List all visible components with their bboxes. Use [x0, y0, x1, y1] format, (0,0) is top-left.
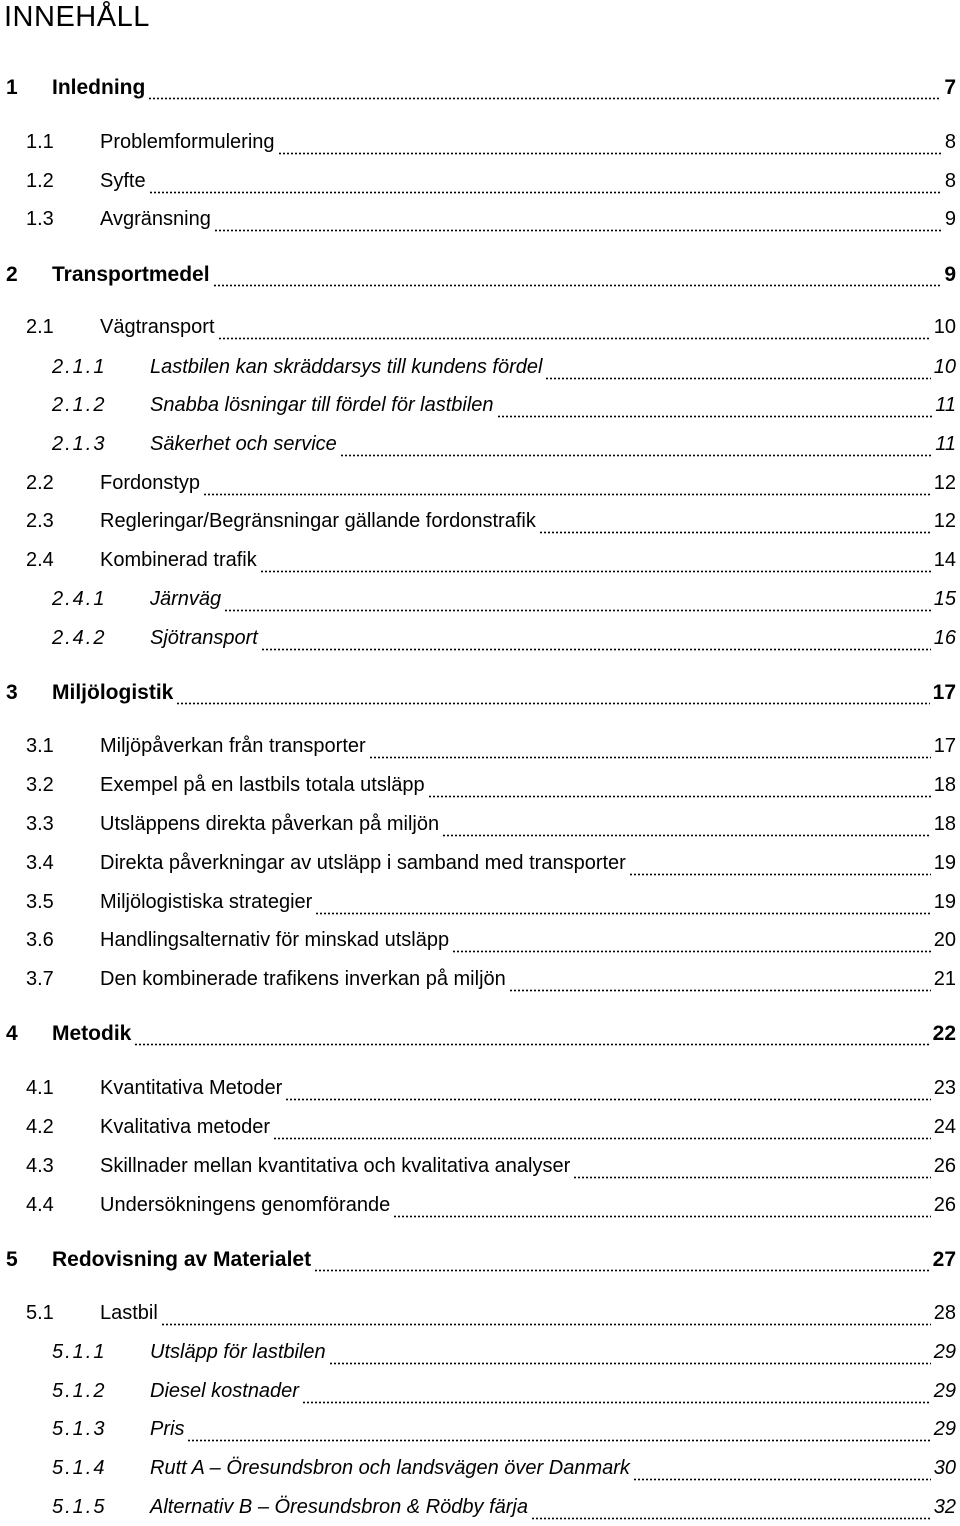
toc-entry-title: Miljölogistik [52, 681, 176, 705]
dot-leader [340, 454, 932, 457]
toc-entry-page: 11 [932, 394, 956, 417]
toc-entry-number: 1.3 [26, 208, 54, 230]
dot-leader [278, 152, 942, 155]
toc-entry-title: Inledning [52, 76, 148, 100]
toc-entry-page: 19 [931, 891, 956, 914]
toc-entry[interactable] [0, 1022, 960, 1052]
toc-entry-number: 5.1.1 [52, 1341, 107, 1363]
toc-entry[interactable] [0, 627, 960, 657]
dot-leader [203, 493, 931, 496]
toc-entry-title: Alternativ B – Öresundsbron & Rödby färja [150, 1496, 531, 1519]
toc-entry-title: Syfte [100, 170, 149, 193]
toc-entry-number: 5.1.3 [52, 1418, 107, 1440]
dot-leader [149, 191, 942, 194]
toc-entry-page: 19 [931, 852, 956, 875]
toc-entry-title: Miljölogistiska strategier [100, 891, 315, 914]
toc-entry-title: Regleringar/Begränsningar gällande fordonstrafik [100, 510, 539, 533]
toc-entry-page: 17 [930, 681, 956, 705]
toc-entry[interactable] [0, 1194, 960, 1224]
toc-entry[interactable] [0, 1116, 960, 1146]
toc-entry-number: 3.4 [26, 852, 54, 874]
toc-entry-number: 2.4.2 [52, 627, 107, 649]
toc-entry[interactable] [0, 1496, 960, 1526]
toc-entry-title: Diesel kostnader [150, 1380, 302, 1403]
toc-entry-page: 10 [931, 356, 956, 379]
toc-entry-title: Lastbil [100, 1302, 161, 1325]
toc-entry[interactable] [0, 394, 960, 424]
toc-entry-title: Pris [150, 1418, 187, 1441]
dot-leader [531, 1517, 931, 1520]
toc-entry-page: 18 [931, 813, 956, 836]
toc-entry-number: 2 [6, 263, 18, 286]
dot-leader [369, 756, 931, 759]
toc-entry-page: 12 [931, 472, 956, 495]
toc-entry[interactable] [0, 968, 960, 998]
toc-entry-title: Utsläpp för lastbilen [150, 1341, 329, 1364]
dot-leader [497, 415, 932, 418]
toc-entry-page: 18 [931, 774, 956, 797]
toc-entry[interactable] [0, 356, 960, 386]
toc-entry-page: 23 [931, 1077, 956, 1100]
dot-leader [214, 229, 942, 232]
toc-entry-title: Sjötransport [150, 627, 261, 650]
dot-leader [545, 377, 931, 380]
toc-entry-number: 2.2 [26, 472, 54, 494]
toc-entry-page: 11 [932, 433, 956, 456]
toc-entry-title: Vägtransport [100, 316, 218, 339]
toc-entry-number: 1.1 [26, 131, 54, 153]
toc-entry[interactable] [0, 263, 960, 293]
toc-entry-number: 3.5 [26, 891, 54, 913]
toc-entry[interactable] [0, 549, 960, 579]
toc-entry-page: 26 [931, 1194, 956, 1217]
toc-entry-title: Undersökningens genomförande [100, 1194, 393, 1217]
toc-entry-number: 4 [6, 1022, 18, 1045]
toc-entry[interactable] [0, 208, 960, 238]
dot-leader [260, 570, 931, 573]
toc-entry-title: Direkta påverkningar av utsläpp i samband med transporter [100, 852, 629, 875]
toc-entry[interactable] [0, 1077, 960, 1107]
dot-leader [428, 795, 931, 798]
toc-entry-number: 2.1.2 [52, 394, 107, 416]
dot-leader [315, 912, 931, 915]
toc-entry-number: 3.2 [26, 774, 54, 796]
toc-entry[interactable] [0, 1341, 960, 1371]
dot-leader [629, 873, 931, 876]
toc-entry-title: Redovisning av Materialet [52, 1248, 314, 1272]
dot-leader [273, 1137, 931, 1140]
dot-leader [452, 950, 931, 953]
toc-entry[interactable] [0, 170, 960, 200]
toc-entry-page: 29 [931, 1418, 956, 1441]
dot-leader [134, 1043, 930, 1046]
toc-entry-page: 28 [931, 1302, 956, 1325]
toc-entry-title: Kvalitativa metoder [100, 1116, 273, 1139]
toc-entry-page: 12 [931, 510, 956, 533]
toc-entry[interactable] [0, 1302, 960, 1332]
dot-leader [539, 531, 931, 534]
toc-entry[interactable] [0, 131, 960, 161]
toc-entry[interactable] [0, 472, 960, 502]
toc-entry-page: 10 [931, 316, 956, 339]
dot-leader [176, 702, 930, 705]
toc-entry-page: 14 [931, 549, 956, 572]
toc-entry[interactable] [0, 681, 960, 711]
toc-entry-title: Snabba lösningar till fördel för lastbilen [150, 394, 497, 417]
toc-entry-title: Säkerhet och service [150, 433, 340, 456]
toc-entry-number: 1 [6, 76, 18, 99]
toc-entry[interactable] [0, 510, 960, 540]
toc-entry[interactable] [0, 891, 960, 921]
dot-leader [509, 989, 931, 992]
toc-entry-page: 22 [930, 1022, 956, 1046]
dot-leader [285, 1098, 931, 1101]
toc-entry-title: Järnväg [150, 588, 224, 611]
toc-entry-number: 2.4.1 [52, 588, 107, 610]
toc-entry-page: 30 [931, 1457, 956, 1480]
toc-entry-page: 9 [942, 208, 956, 231]
toc-entry[interactable] [0, 588, 960, 618]
toc-entry-number: 4.1 [26, 1077, 54, 1099]
toc-entry[interactable] [0, 929, 960, 959]
toc-entry-number: 3.7 [26, 968, 54, 990]
dot-leader [261, 648, 931, 651]
toc-entry-page: 32 [931, 1496, 956, 1519]
toc-entry-number: 2.3 [26, 510, 54, 532]
toc-entry-number: 5.1.2 [52, 1380, 107, 1402]
toc-entry-title: Exempel på en lastbils totala utsläpp [100, 774, 428, 797]
toc-entry-title: Lastbilen kan skräddarsys till kundens fördel [150, 356, 545, 379]
toc-entry-title: Problemformulering [100, 131, 278, 154]
toc-entry-title: Den kombinerade trafikens inverkan på miljön [100, 968, 509, 991]
dot-leader [442, 834, 931, 837]
toc-entry-number: 3 [6, 681, 18, 704]
toc-entry-title: Fordonstyp [100, 472, 203, 495]
toc-entry-title: Utsläppens direkta påverkan på miljön [100, 813, 442, 836]
toc-entry[interactable] [0, 1248, 960, 1278]
toc-entry[interactable] [0, 852, 960, 882]
toc-entry-number: 3.6 [26, 929, 54, 951]
toc-entry-title: Rutt A – Öresundsbron och landsvägen över Danmark [150, 1457, 633, 1480]
toc-entry-title: Kvantitativa Metoder [100, 1077, 285, 1100]
toc-entry[interactable] [0, 1380, 960, 1410]
toc-entry-number: 5.1.4 [52, 1457, 107, 1479]
toc-entry-page: 16 [931, 627, 956, 650]
toc-entry-page: 9 [941, 263, 956, 287]
toc-entry[interactable] [0, 1418, 960, 1448]
toc-entry-page: 8 [942, 131, 956, 154]
toc-entry-number: 2.1.3 [52, 433, 107, 455]
toc-entry[interactable] [0, 1457, 960, 1487]
dot-leader [224, 609, 931, 612]
toc-entry-page: 26 [931, 1155, 956, 1178]
toc-entry-number: 1.2 [26, 170, 54, 192]
toc-entry-page: 7 [941, 76, 956, 100]
toc-entry-title: Transportmedel [52, 263, 213, 287]
toc-entry-number: 4.2 [26, 1116, 54, 1138]
dot-leader [148, 97, 941, 100]
toc-entry-number: 2.1 [26, 316, 54, 338]
toc-entry-title: Skillnader mellan kvantitativa och kvalitativa analyser [100, 1155, 573, 1178]
toc-entry-page: 8 [942, 170, 956, 193]
toc-entry-number: 4.3 [26, 1155, 54, 1177]
toc-entry-page: 15 [931, 588, 956, 611]
dot-leader [218, 337, 931, 340]
toc-entry[interactable] [0, 316, 960, 346]
toc-entry-page: 20 [931, 929, 956, 952]
toc-entry-number: 5.1.5 [52, 1496, 107, 1518]
toc-entry-page: 17 [931, 735, 956, 758]
dot-leader [302, 1401, 931, 1404]
toc-entry-number: 2.1.1 [52, 356, 107, 378]
toc-entry-number: 2.4 [26, 549, 54, 571]
toc-entry-number: 3.3 [26, 813, 54, 835]
dot-leader [393, 1215, 931, 1218]
toc-entry-title: Metodik [52, 1022, 134, 1046]
toc-entry-title: Avgränsning [100, 208, 214, 231]
toc-entry-page: 27 [930, 1248, 956, 1272]
toc-entry[interactable] [0, 76, 960, 106]
toc-entry-title: Handlingsalternativ för minskad utsläpp [100, 929, 452, 952]
toc-entry-number: 3.1 [26, 735, 54, 757]
toc-entry-title: Kombinerad trafik [100, 549, 260, 572]
dot-leader [161, 1323, 931, 1326]
dot-leader [314, 1269, 930, 1272]
toc-entry-title: Miljöpåverkan från transporter [100, 735, 369, 758]
toc-entry[interactable] [0, 433, 960, 463]
toc-entry-page: 29 [931, 1380, 956, 1403]
dot-leader [633, 1478, 931, 1481]
toc-entry[interactable] [0, 774, 960, 804]
dot-leader [187, 1439, 931, 1442]
toc-entry-number: 5.1 [26, 1302, 54, 1324]
toc-entry[interactable] [0, 1155, 960, 1185]
toc-entry-number: 5 [6, 1248, 18, 1271]
page-title: INNEHÅLL [4, 1, 150, 33]
toc-entry-page: 29 [931, 1341, 956, 1364]
dot-leader [329, 1362, 931, 1365]
dot-leader [213, 284, 941, 287]
toc-entry-page: 24 [931, 1116, 956, 1139]
toc-entry[interactable] [0, 813, 960, 843]
toc-entry-number: 4.4 [26, 1194, 54, 1216]
toc-entry[interactable] [0, 735, 960, 765]
dot-leader [573, 1176, 931, 1179]
toc-entry-page: 21 [931, 968, 956, 991]
